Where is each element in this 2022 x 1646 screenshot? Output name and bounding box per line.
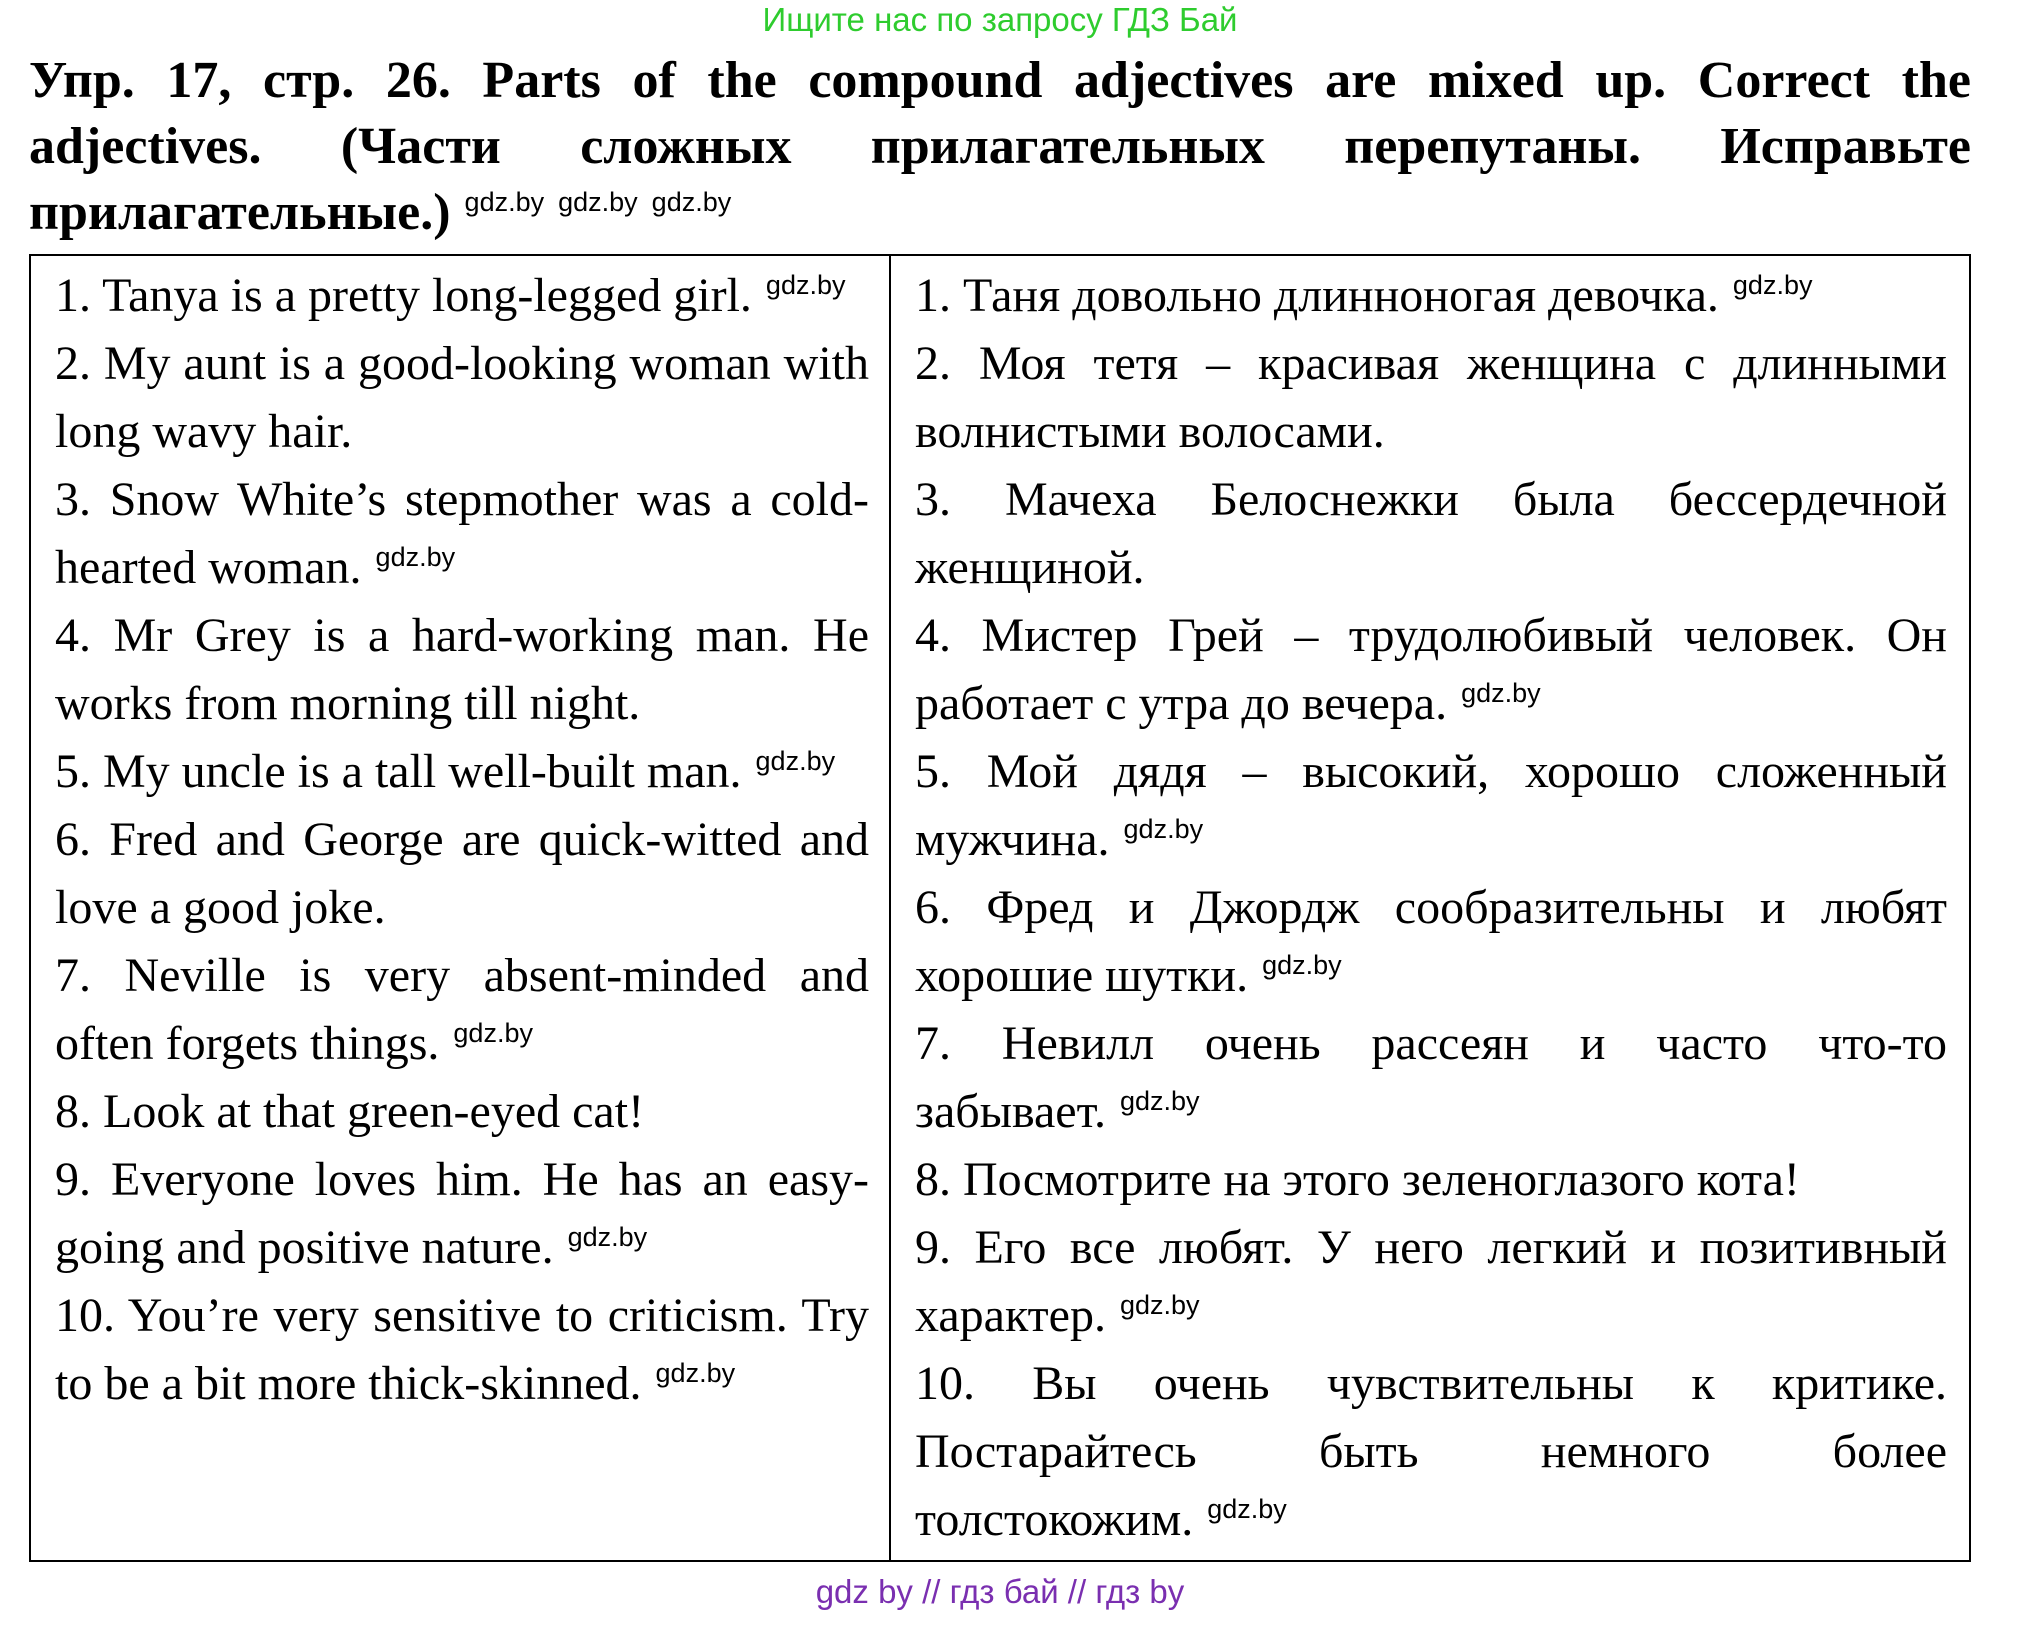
english-text: 5. My uncle is a tall well-built man.	[55, 745, 742, 798]
russian-text: 9. Его все любят. У него легкий и позитивный характер.	[915, 1221, 1947, 1342]
russian-item	[915, 1214, 1947, 1350]
watermark: gdz.by	[1123, 814, 1204, 844]
translation-table	[29, 254, 1971, 1562]
english-item	[55, 262, 869, 330]
english-text: 4. Mr Grey is a hard-working man. He works from morning till night.	[55, 609, 869, 730]
watermark: gdz.by	[1207, 1494, 1287, 1524]
english-item	[55, 1146, 869, 1282]
english-item	[55, 330, 869, 466]
watermark: gdz.by	[1119, 1290, 1200, 1320]
russian-text: 2. Моя тетя – красивая женщина с длинными волнистыми волосами.	[915, 337, 1947, 458]
english-text: 7. Neville is very absent-minded and often forgets things.	[55, 949, 869, 1070]
watermark: gdz.by	[1119, 1086, 1200, 1116]
russian-text: 10. Вы очень чувствительны к критике. Постарайтесь быть немного более толстокожим.	[915, 1357, 1947, 1546]
english-item	[55, 466, 869, 602]
english-text: 2. My aunt is a good-looking woman with long wavy hair.	[55, 337, 869, 458]
english-item	[55, 1078, 869, 1146]
watermark: gdz.by	[375, 542, 456, 572]
watermark: gdz.by	[558, 186, 638, 217]
english-text: 3. Snow White’s stepmother was a cold-hearted woman.	[55, 473, 869, 594]
watermark: gdz.by	[655, 1358, 736, 1388]
watermark: gdz.by	[453, 1018, 533, 1048]
russian-text: 7. Невилл очень рассеян и часто что-то забывает.	[915, 1017, 1947, 1138]
promo-banner[interactable]: Ищите нас по запросу ГДЗ Бай	[762, 1, 1238, 38]
exercise-title: Упр. 17, стр. 26. Parts of the compound adjectives are mixed up. Correct the adjectives. (Части сложных прилагательных перепутаны. Исправьте прилагательные.)	[29, 52, 1971, 241]
russian-item	[915, 1010, 1947, 1146]
watermark: gdz.by	[567, 1222, 648, 1252]
english-item	[55, 942, 869, 1078]
english-item	[55, 738, 869, 806]
watermark: gdz.by	[1461, 678, 1541, 708]
english-text: 8. Look at that green-eyed cat!	[55, 1085, 645, 1138]
english-text: 6. Fred and George are quick-witted and love a good joke.	[55, 813, 869, 934]
watermark: gdz.by	[755, 746, 836, 776]
russian-item	[915, 738, 1947, 874]
watermark: gdz.by	[464, 186, 545, 217]
russian-text: 1. Таня довольно длинноногая девочка.	[915, 269, 1719, 322]
russian-item	[915, 1350, 1947, 1554]
russian-column	[891, 256, 1969, 1560]
english-column	[31, 256, 891, 1560]
russian-text: 6. Фред и Джордж сообразительны и любят хорошие шутки.	[915, 881, 1947, 1002]
russian-text: 3. Мачеха Белоснежки была бессердечной женщиной.	[915, 473, 1947, 594]
english-item	[55, 602, 869, 738]
watermark: gdz.by	[1732, 270, 1813, 300]
english-text: 9. Everyone loves him. He has an easy-going and positive nature.	[55, 1153, 869, 1274]
english-text: 1. Tanya is a pretty long-legged girl.	[55, 269, 752, 322]
english-item	[55, 806, 869, 942]
russian-item	[915, 602, 1947, 738]
russian-item	[915, 330, 1947, 466]
russian-item	[915, 466, 1947, 602]
exercise-title-block	[29, 48, 1971, 246]
watermark: gdz.by	[765, 270, 846, 300]
russian-text: 5. Мой дядя – высокий, хорошо сложенный мужчина.	[915, 745, 1947, 866]
russian-item	[915, 1146, 1947, 1214]
russian-text: 4. Мистер Грей – трудолюбивый человек. Он работает с утра до вечера.	[915, 609, 1947, 730]
footer-links[interactable]: gdz by // гдз бай // гдз by	[815, 1573, 1185, 1610]
russian-text: 8. Посмотрите на этого зеленоглазого кота!	[915, 1153, 1800, 1206]
english-item	[55, 1282, 869, 1418]
russian-item	[915, 262, 1947, 330]
english-text: 10. You’re very sensitive to criticism. Try to be a bit more thick-skinned.	[55, 1289, 869, 1410]
russian-item	[915, 874, 1947, 1010]
watermark: gdz.by	[651, 186, 732, 217]
watermark: gdz.by	[1262, 950, 1342, 980]
